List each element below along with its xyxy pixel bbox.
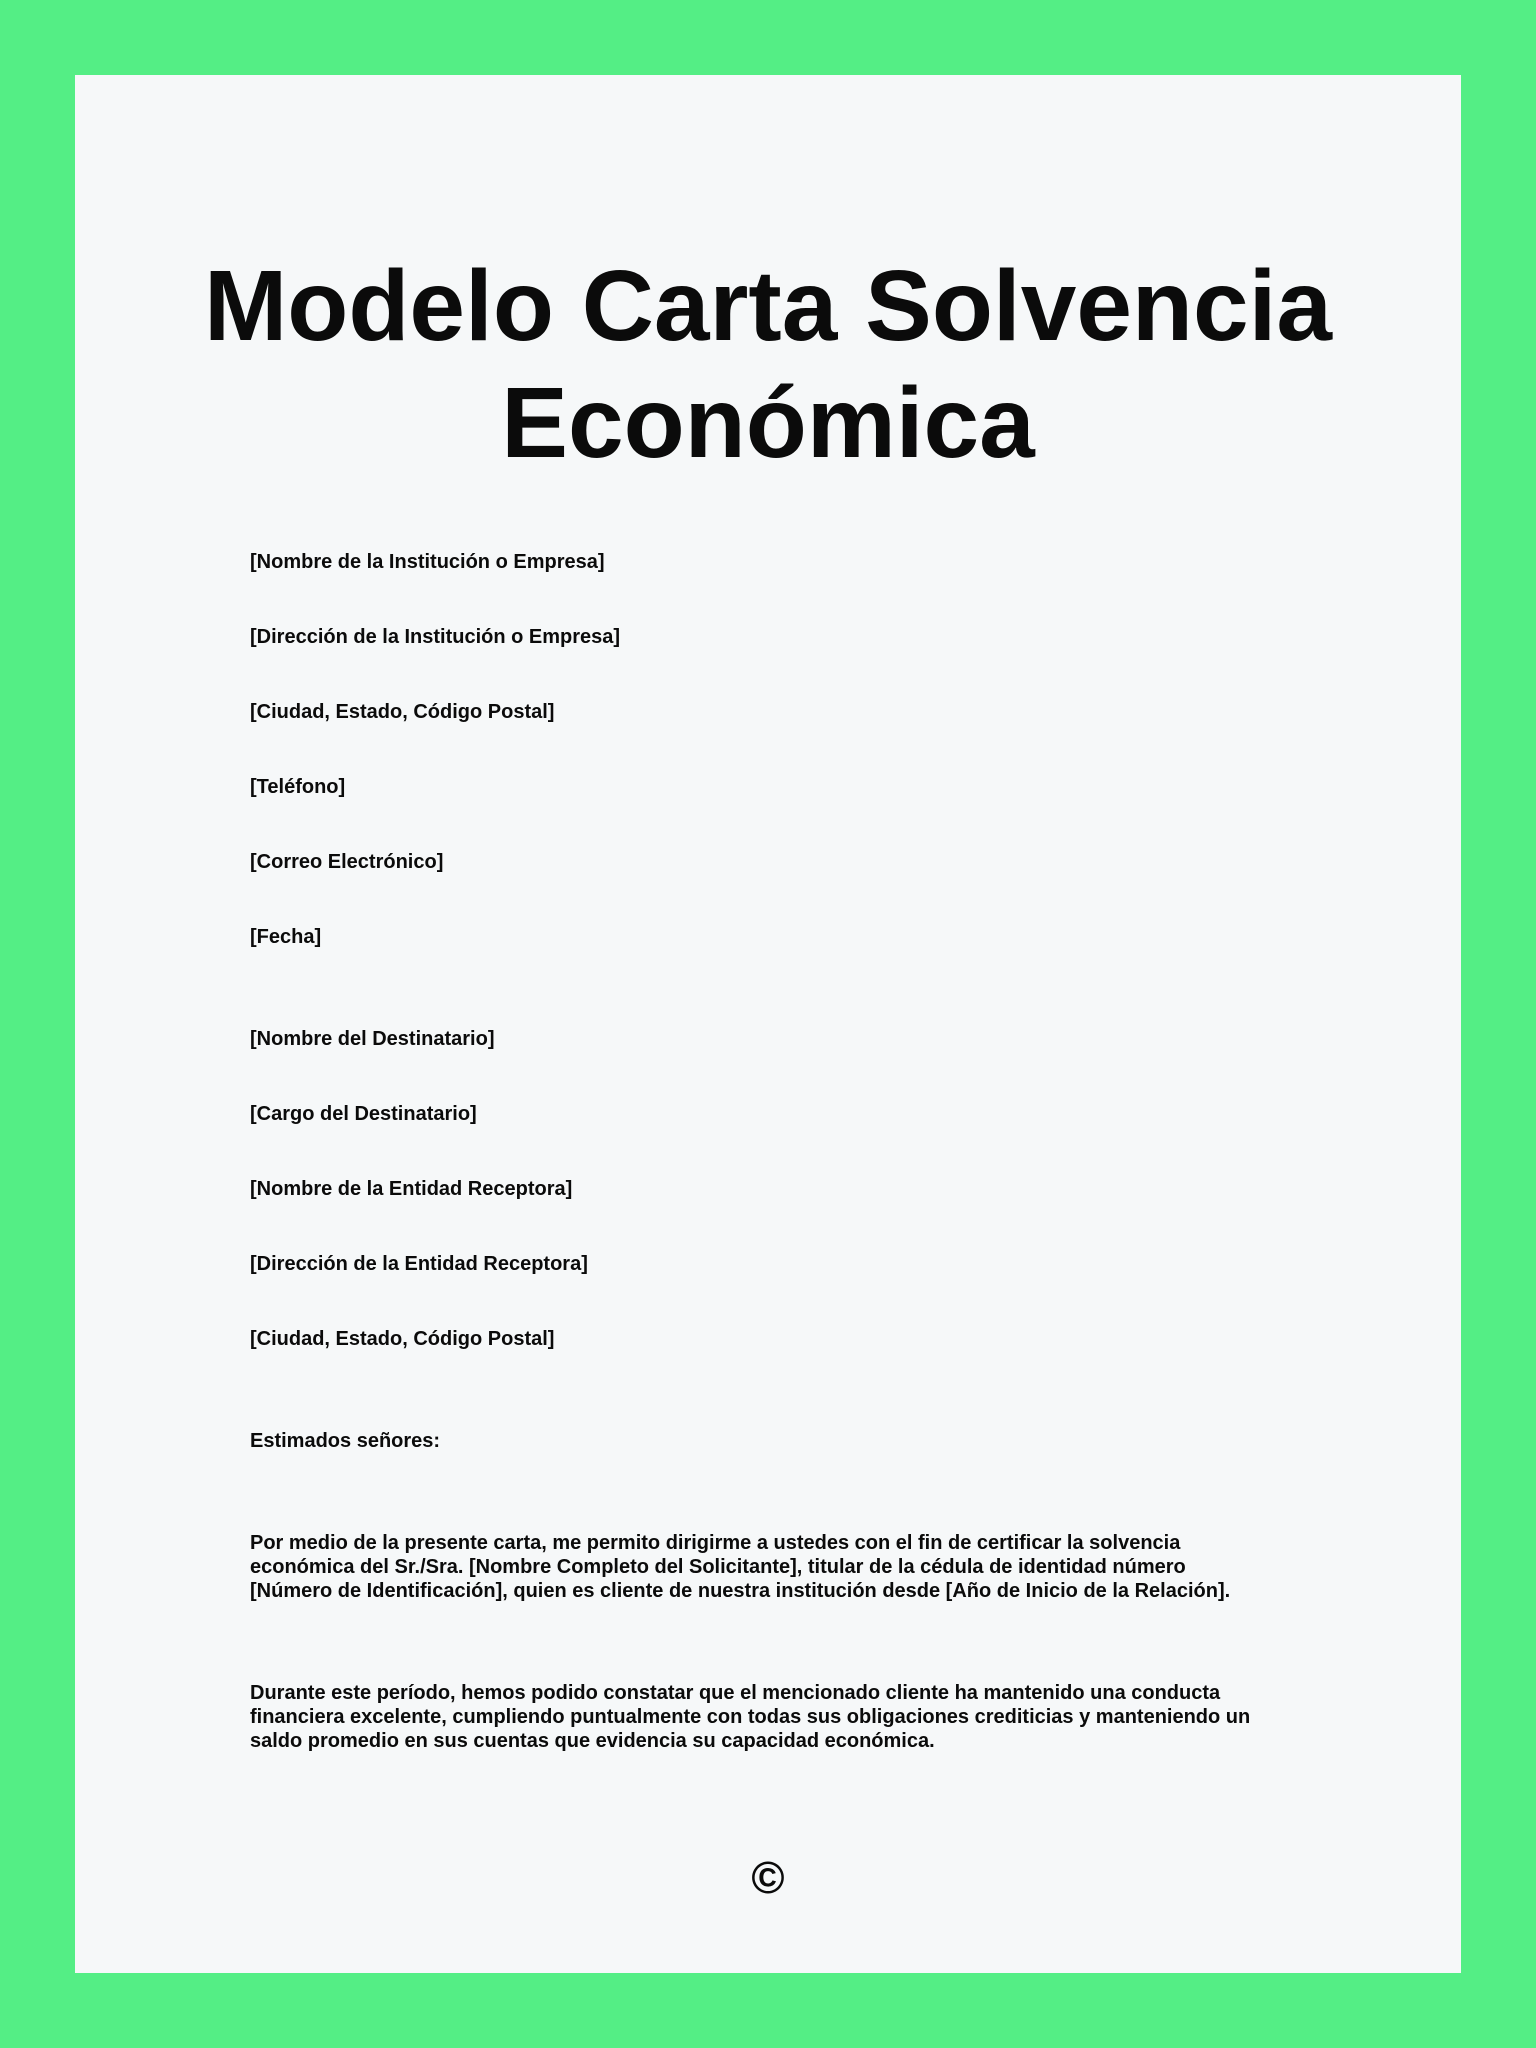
- sender-line: [Dirección de la Institución o Empresa]: [250, 626, 621, 648]
- sender-block: [250, 550, 1260, 949]
- sender-line: [Teléfono]: [250, 776, 346, 798]
- paragraph: Durante este período, hemos podido constatar que el mencionado cliente ha mantenido una conducta financiera excelente, cumpliendo puntualmente con todas sus obligaciones crediticias y manteniendo un saldo promedio en sus cuentas que evidencia su capacidad económica.: [250, 1682, 1251, 1752]
- section-spacer: [250, 1504, 1260, 1531]
- sender-line: [Correo Electrónico]: [250, 851, 444, 873]
- recipient-line: [Nombre del Destinatario]: [250, 1028, 495, 1050]
- footer: [75, 1852, 1461, 1903]
- recipient-line: [Nombre de la Entidad Receptora]: [250, 1178, 573, 1200]
- section-spacer: [250, 1402, 1260, 1429]
- page-title: Modelo Carta Solvencia Económica: [203, 250, 1333, 479]
- paragraph: Por medio de la presente carta, me permito dirigirme a ustedes con el fin de certificar la solvencia económica del Sr./Sra. [Nombre Completo del Solicitante], titular de la cédula de identidad número [Número de Identificación], quien es cliente de nuestra institución desde [Año de Inicio de la Relación].: [250, 1532, 1231, 1602]
- letter-content: [250, 550, 1260, 1753]
- sender-line: [Fecha]: [250, 926, 322, 948]
- salutation: Estimados señores:: [250, 1430, 441, 1452]
- sender-line: [Nombre de la Institución o Empresa]: [250, 551, 605, 573]
- recipient-block: [250, 1027, 1260, 1351]
- sender-line: [Ciudad, Estado, Código Postal]: [250, 701, 555, 723]
- section-spacer: [250, 1000, 1260, 1027]
- recipient-line: [Ciudad, Estado, Código Postal]: [250, 1328, 555, 1350]
- recipient-line: [Cargo del Destinatario]: [250, 1103, 477, 1125]
- letter-sheet: [75, 75, 1461, 1973]
- copyright-icon: ©: [751, 1852, 785, 1903]
- section-spacer: [250, 1654, 1260, 1681]
- recipient-line: [Dirección de la Entidad Receptora]: [250, 1253, 588, 1275]
